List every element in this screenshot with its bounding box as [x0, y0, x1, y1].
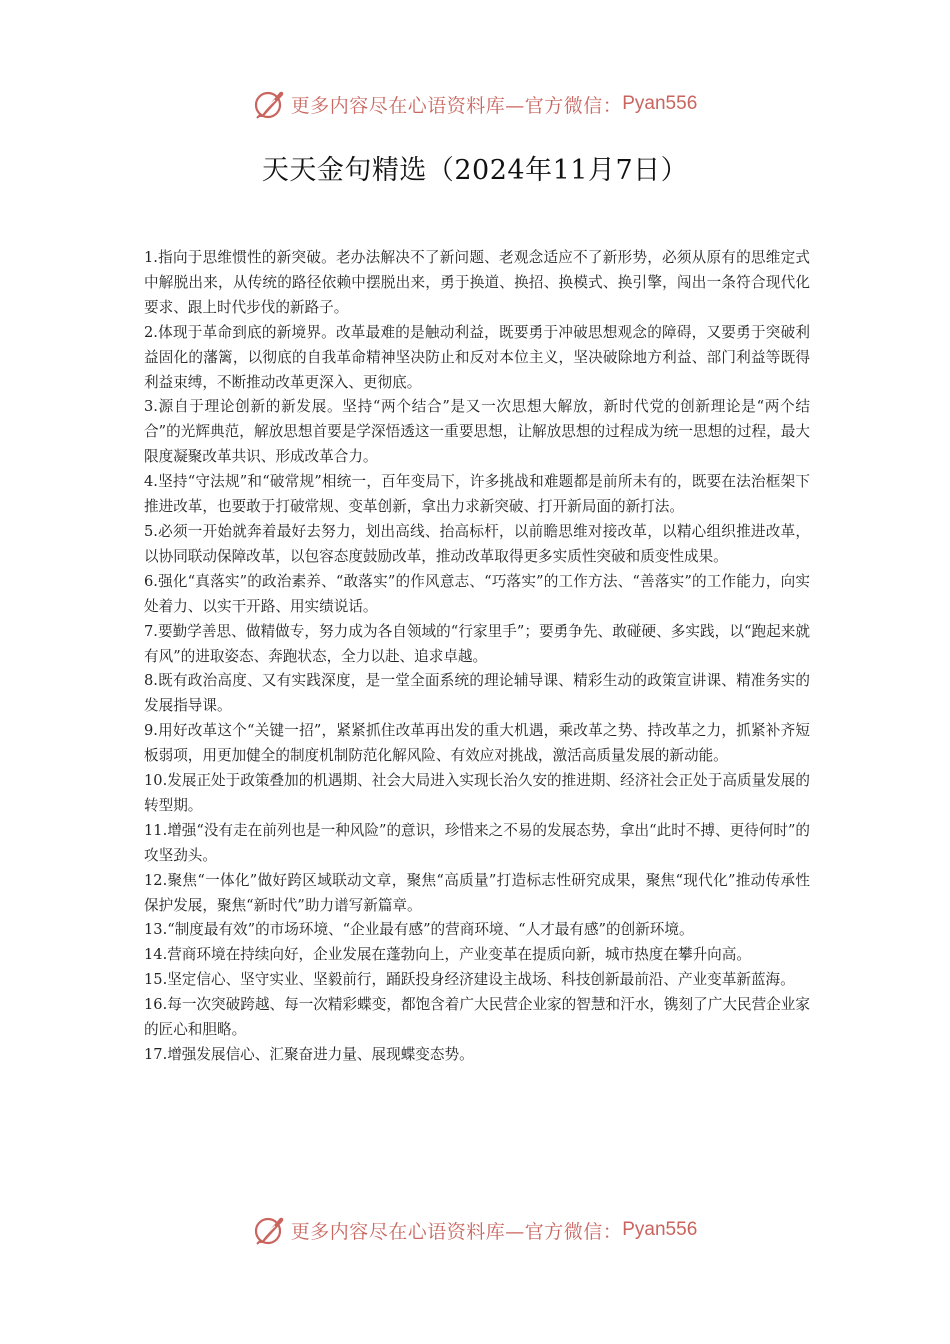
quote-item-2: 2.体现于革命到底的新境界。改革最难的是触动利益，既要勇于冲破思想观念的障碍，又要勇于突破利益固化的藩篱，以彻底的自我革命精神坚决防止和反对本位主义，坚决破除地方利益、部门利益等既得利益束缚，不断推动改革更深入、更彻底。 [144, 323, 810, 391]
quote-item-9: 9.用好改革这个“关键一招”，紧紧抓住改革再出发的重大机遇，乘改革之势、持改革之力，抓紧补齐短板弱项，用更加健全的制度机制防范化解风险、有效应对挑战，激活高质量发展的新动能。 [144, 722, 810, 765]
quote-item-13: 13.“制度最有效”的市场环境、“企业最有感”的营商环境、“人才最有感”的创新环境。 [144, 921, 694, 939]
quote-item-17: 17.增强发展信心、汇聚奋进力量、展现蝶变态势。 [144, 1046, 474, 1063]
footer-banner-id: Pyan556 [622, 1219, 698, 1240]
quote-item-7: 7.要勤学善思、做精做专，努力成为各自领域的“行家里手”；要勇争先、敢碰硬、多实践，以“跑起来就有风”的进取姿态、奔跑状态，全力以赴、追求卓越。 [144, 622, 810, 665]
quote-item-11: 11.增强“没有走在前列也是一种风险”的意识，珍惜来之不易的发展态势，拿出“此时不搏、更待何时”的攻坚劲头。 [144, 821, 810, 864]
quote-item-10: 10.发展正处于政策叠加的机遇期、社会大局进入实现长治久安的推进期、经济社会正处于高质量发展的转型期。 [144, 772, 810, 814]
header-banner [0, 84, 950, 124]
footer-banner [0, 1210, 950, 1250]
quote-item-5: 5.必须一开始就奔着最好去努力，划出高线、抬高标杆，以前瞻思维对接改革，以精心组织推进改革，以协同联动保障改革，以包容态度鼓励改革，推动改革取得更多实质性突破和质变性成果。 [144, 522, 810, 565]
quote-item-14: 14.营商环境在持续向好，企业发展在蓬勃向上，产业变革在提质向新，城市热度在攀升向高。 [144, 946, 751, 964]
footer-banner-text: 更多内容尽在心语资料库—官方微信： [290, 1220, 623, 1243]
quote-item-15: 15.坚定信心、坚守实业、坚毅前行，踊跃投身经济建设主战场、科技创新最前沿、产业变革新蓝海。 [144, 971, 795, 989]
quill-logo-icon [253, 87, 287, 121]
quote-item-8: 8.既有政治高度、又有实践深度，是一堂全面系统的理论辅导课、精彩生动的政策宣讲课、精准务实的发展指导课。 [144, 672, 810, 715]
quote-item-16: 16.每一次突破跨越、每一次精彩蝶变，都饱含着广大民营企业家的智慧和汗水，镌刻了广大民营企业家的匠心和胆略。 [144, 996, 810, 1039]
quote-item-4: 4.坚持“守法规”和“破常规”相统一，百年变局下，许多挑战和难题都是前所未有的，既要在法治框架下推进改革，也要敢于打破常规、变革创新，拿出力求新突破、打开新局面的新打法。 [144, 473, 810, 516]
page-title: 天天金句精选（2024年11月7日） [261, 155, 689, 186]
quote-item-6: 6.强化“真落实”的政治素养、“敢落实”的作风意志、“巧落实”的工作方法、“善落实”的工作能力，向实处着力、以实干开路、用实绩说话。 [144, 572, 810, 615]
quote-list [144, 246, 810, 1068]
header-banner-text: 更多内容尽在心语资料库—官方微信： [290, 94, 623, 117]
quill-logo-icon [253, 1213, 287, 1247]
quote-item-1: 1.指向于思维惯性的新突破。老办法解决不了新问题、老观念适应不了新形势，必须从原有的思维定式中解脱出来，从传统的路径依赖中摆脱出来，勇于换道、换招、换模式、换引擎，闯出一条符合现代化要求、跟上时代步伐的新路子。 [144, 249, 810, 316]
quote-item-3: 3.源自于理论创新的新发展。坚持“两个结合”是又一次思想大解放，新时代党的创新理论是“两个结合”的光辉典范，解放思想首要是学深悟透这一重要思想，让解放思想的过程成为统一思想的过程，最大限度凝聚改革共识、形成改革合力。 [144, 398, 810, 466]
quote-item-12: 12.聚焦“一体化”做好跨区域联动文章，聚焦“高质量”打造标志性研究成果，聚焦“现代化”推动传承性保护发展，聚焦“新时代”助力谱写新篇章。 [144, 871, 810, 914]
header-banner-id: Pyan556 [622, 93, 698, 114]
